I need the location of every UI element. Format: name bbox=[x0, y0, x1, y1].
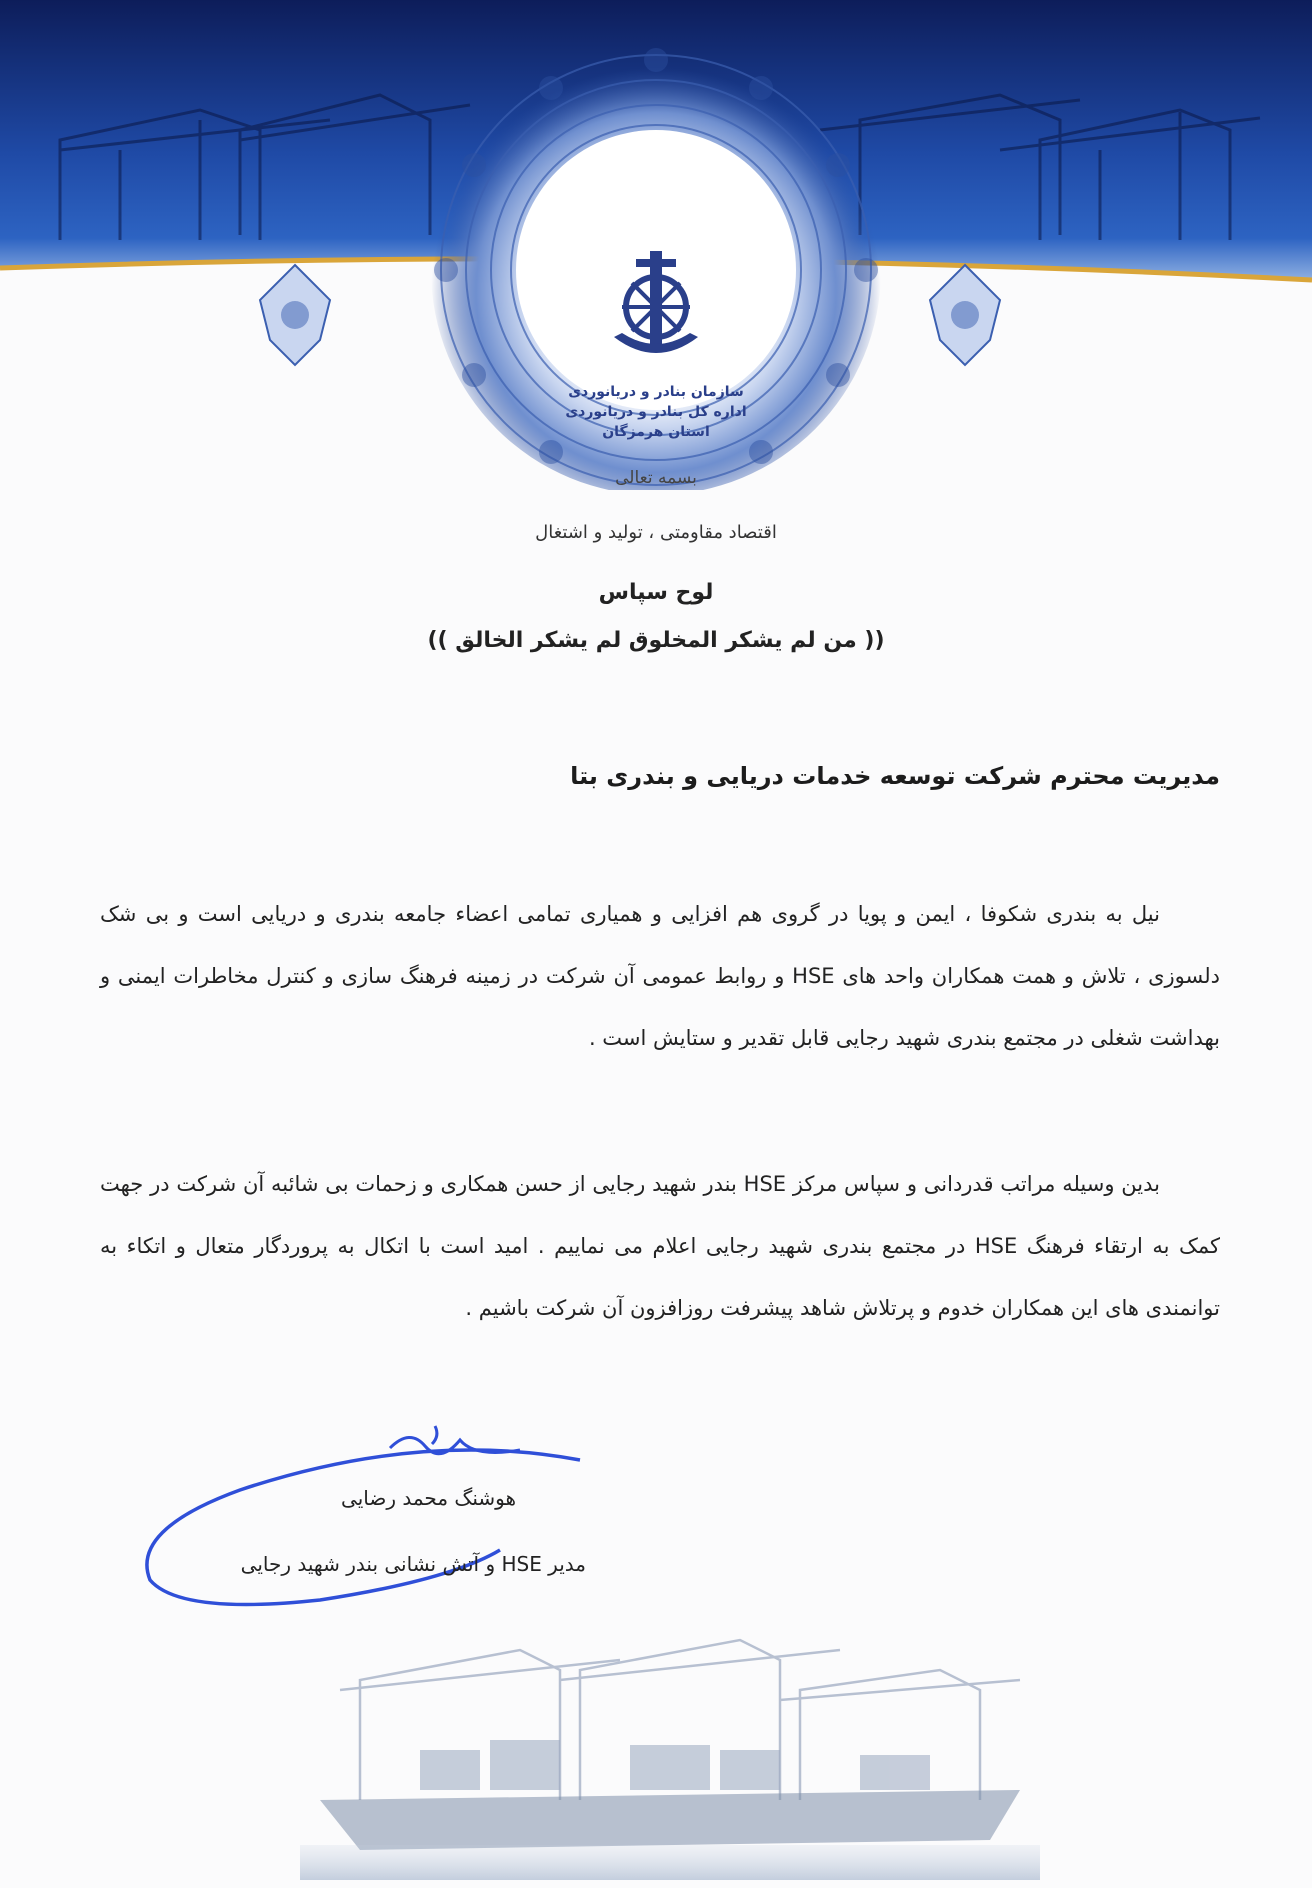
organization-name bbox=[540, 382, 772, 442]
addressee: مدیریت محترم شرکت توسعه خدمات دریایی و بندری بتا bbox=[570, 762, 1220, 790]
org-line: اداره کل بنادر و دریانوردی bbox=[565, 404, 747, 420]
bismillah: بسمه تعالی bbox=[615, 468, 697, 488]
left-ornament bbox=[250, 260, 340, 370]
body-paragraph: بدین وسیله مراتب قدردانی و سپاس مرکز HSE بندر شهید رجایی از حسن همکاری و زحمات بی شائبه آن شرکت در جهت کمک به ارتقاء فرهنگ HSE در مجتمع بندری شهید رجایی اعلام می نماییم . امید است با اتکال به پروردگار متعال و اتکاء به توانمندی های این همکاران خدوم و پرتلاش شاهد پیشرفت روزافزون آن شرکت باشیم . bbox=[100, 1172, 1220, 1320]
org-line: استان هرمزگان bbox=[602, 424, 710, 440]
body-paragraph: نیل به بندری شکوفا ، ایمن و پویا در گروی هم افزایی و همیاری تمامی اعضاء جامعه بندری و دریایی است و بی شک دلسوزی ، تلاش و همت همکاران واحد های HSE و روابط عمومی آن شرکت در زمینه فرهنگ سازی و کنترل مخاطرات ایمنی و بهداشت شغلی در مجتمع بندری شهید رجایی قابل تقدیر و ستایش است . bbox=[100, 902, 1221, 1050]
anchor-wheel-logo bbox=[600, 245, 712, 365]
right-ornament bbox=[920, 260, 1010, 370]
signer-name: هوشنگ محمد رضایی bbox=[341, 1486, 516, 1510]
port-scene-watermark bbox=[300, 1600, 1040, 1880]
signer-title: مدیر HSE و آتش نشانی بندر شهید رجایی bbox=[240, 1552, 586, 1576]
quote: (( من لم یشکر المخلوق لم یشکر الخالق )) bbox=[427, 628, 885, 653]
org-line: سازمان بنادر و دریانوردی bbox=[568, 384, 744, 400]
signature bbox=[120, 1440, 590, 1615]
plaque-title: لوح سپاس bbox=[598, 580, 714, 605]
year-slogan: اقتصاد مقاومتی ، تولید و اشتغال bbox=[535, 522, 777, 543]
